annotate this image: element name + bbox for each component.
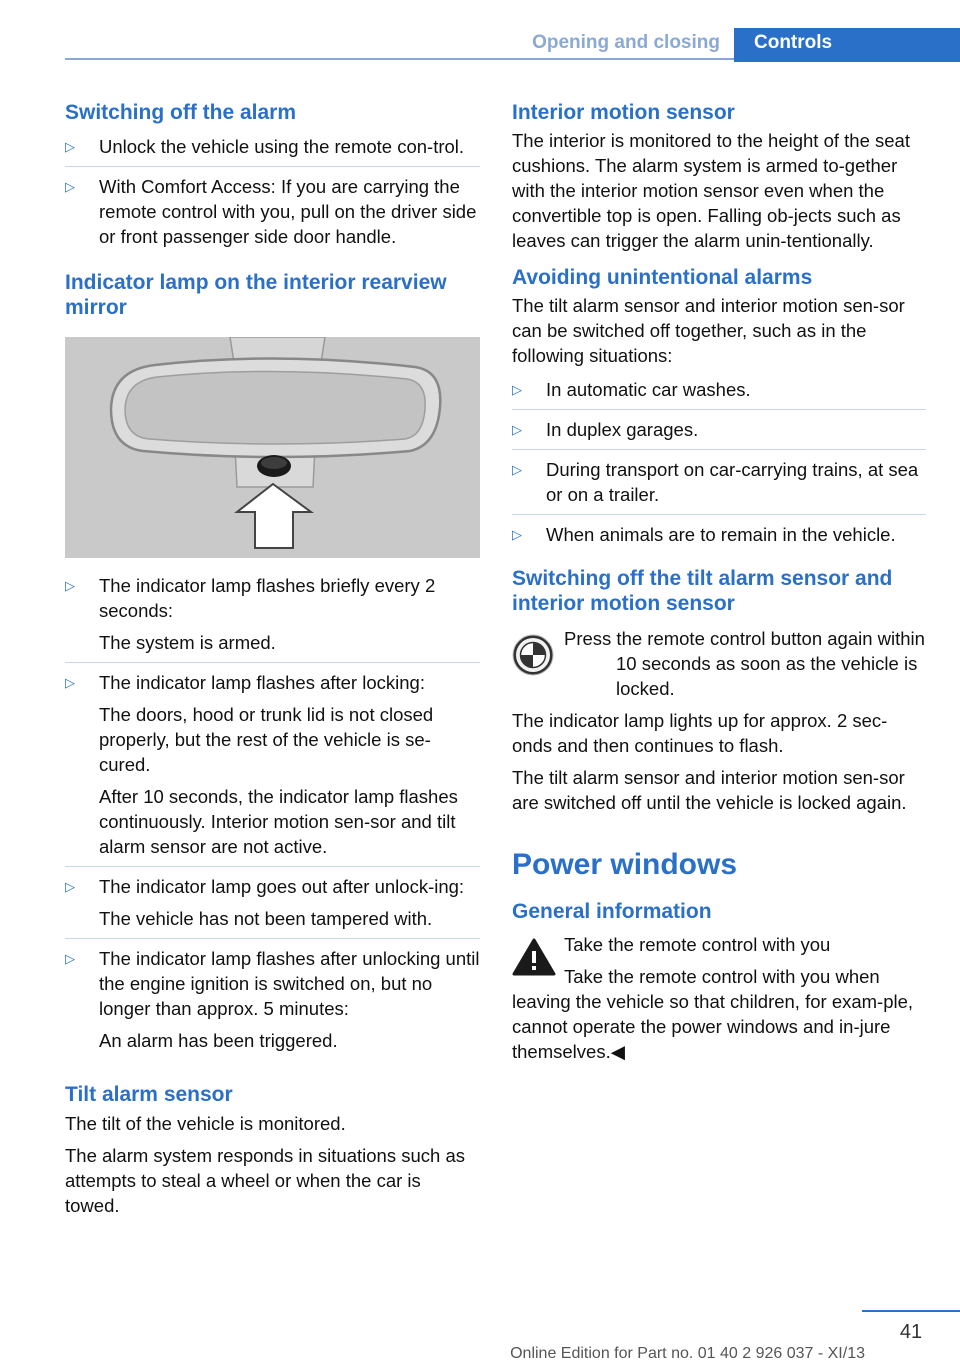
- list-item-text: The indicator lamp flashes after unlocking until the engine ignition is switched on, but no longer than approx. 5 minutes:: [99, 948, 480, 1019]
- list-item-text: The indicator lamp flashes briefly every 2 seconds:: [99, 575, 436, 621]
- bullet-triangle-icon: ▷: [65, 951, 75, 966]
- heading-avoiding-alarms: Avoiding unintentional alarms: [512, 266, 813, 289]
- list-item-text: In automatic car washes.: [546, 379, 751, 400]
- bullet-triangle-icon: ▷: [65, 179, 75, 194]
- header-chapter: Controls: [734, 28, 960, 62]
- footer-edition: Online Edition for Part no. 01 40 2 926 037 - XI/13: [510, 1345, 865, 1362]
- bullet-triangle-icon: ▷: [65, 139, 75, 154]
- switch-tilt-text-3: The tilt alarm sensor and interior motion sen‐sor are switched off until the vehicle is locked again.: [512, 767, 907, 813]
- list-item-text: In duplex garages.: [546, 419, 699, 440]
- header-section: Opening and closing: [65, 28, 734, 60]
- bullet-triangle-icon: ▷: [65, 578, 75, 593]
- list-item-text: With Comfort Access: If you are carrying the remote control with you, pull on the driver side or front passenger side door handle.: [99, 176, 477, 247]
- bmw-logo-icon: [512, 634, 554, 676]
- list-item: [512, 410, 926, 450]
- avoid-list: [512, 370, 926, 554]
- heading-interior-motion-sensor: Interior motion sensor: [512, 101, 735, 124]
- warning-triangle-icon: [512, 938, 556, 976]
- switching-off-list: [65, 127, 480, 256]
- bullet-triangle-icon: ▷: [65, 675, 75, 690]
- list-item-text: When animals are to remain in the vehicle.: [546, 524, 896, 545]
- switch-tilt-text-1: Press the remote control button again within 10 seconds as soon as the vehicle is locked.: [564, 628, 925, 699]
- list-item-text: The indicator lamp flashes after locking:: [99, 672, 425, 693]
- list-item: [65, 867, 480, 939]
- page-number: 41: [862, 1310, 960, 1352]
- interior-text: The interior is monitored to the height of the seat cushions. The alarm system is armed to‐gether with the interior motion sensor even when the convertible top is open. Falling ob‐jects such as leaves can trigger the alarm unin‐tentionally.: [512, 130, 910, 251]
- warning-title: Take the remote control with you: [564, 934, 831, 955]
- bullet-triangle-icon: ▷: [512, 527, 522, 542]
- list-item-detail: The vehicle has not been tampered with.: [99, 908, 433, 929]
- bullet-triangle-icon: ▷: [512, 462, 522, 477]
- right-column: [512, 100, 926, 1064]
- list-item-detail: The doors, hood or trunk lid is not closed properly, but the rest of the vehicle is se‐cured.: [99, 704, 434, 775]
- left-column: [65, 100, 480, 1218]
- remote-control-instruction: [512, 626, 926, 701]
- list-item-text: During transport on car-carrying trains, at sea or on a trailer.: [546, 459, 919, 505]
- heading-power-windows: Power windows: [512, 848, 738, 881]
- warning-text: Take the remote control with you when leaving the vehicle so that children, for exam‐ple, cannot operate the power windows and in‐jure themselves.◀: [512, 966, 914, 1062]
- switch-tilt-text-2: The indicator lamp lights up for approx. 2 sec‐onds and then continues to flash.: [512, 710, 888, 756]
- heading-tilt-alarm-sensor: Tilt alarm sensor: [65, 1083, 233, 1106]
- tilt-text-2: The alarm system responds in situations such as attempts to steal a wheel or when the car is towed.: [65, 1145, 465, 1216]
- list-item: [65, 939, 480, 1060]
- warning-block: [512, 932, 926, 1064]
- heading-general-information: General information: [512, 900, 712, 923]
- list-item: [512, 450, 926, 515]
- list-item: [65, 167, 480, 256]
- list-item: [65, 127, 480, 167]
- heading-indicator-lamp: Indicator lamp on the interior rearview mirror: [65, 271, 447, 319]
- rearview-mirror-illustration: [65, 337, 480, 558]
- list-item: [512, 515, 926, 554]
- list-item: [65, 566, 480, 663]
- list-item: [65, 663, 480, 867]
- bullet-triangle-icon: ▷: [65, 879, 75, 894]
- indicator-list: [65, 566, 480, 1060]
- tilt-text-1: The tilt of the vehicle is monitored.: [65, 1113, 346, 1134]
- list-item-detail: The system is armed.: [99, 632, 276, 653]
- avoid-text: The tilt alarm sensor and interior motion sen‐sor can be switched off together, such as in the following situations:: [512, 295, 905, 366]
- list-item-detail: An alarm has been triggered.: [99, 1030, 338, 1051]
- list-item-text: The indicator lamp goes out after unlock‐ing:: [99, 876, 465, 897]
- list-item: [512, 370, 926, 410]
- rearview-mirror-figure: [65, 337, 480, 558]
- list-item-detail: After 10 seconds, the indicator lamp flashes continuously. Interior motion sen‐sor and tilt alarm sensor are not active.: [99, 786, 458, 857]
- list-item-text: Unlock the vehicle using the remote con‐trol.: [99, 136, 465, 157]
- bullet-triangle-icon: ▷: [512, 422, 522, 437]
- heading-switching-off-alarm: Switching off the alarm: [65, 101, 297, 124]
- heading-switching-off-tilt: Switching off the tilt alarm sensor and interior motion sensor: [512, 567, 893, 615]
- bullet-triangle-icon: ▷: [512, 382, 522, 397]
